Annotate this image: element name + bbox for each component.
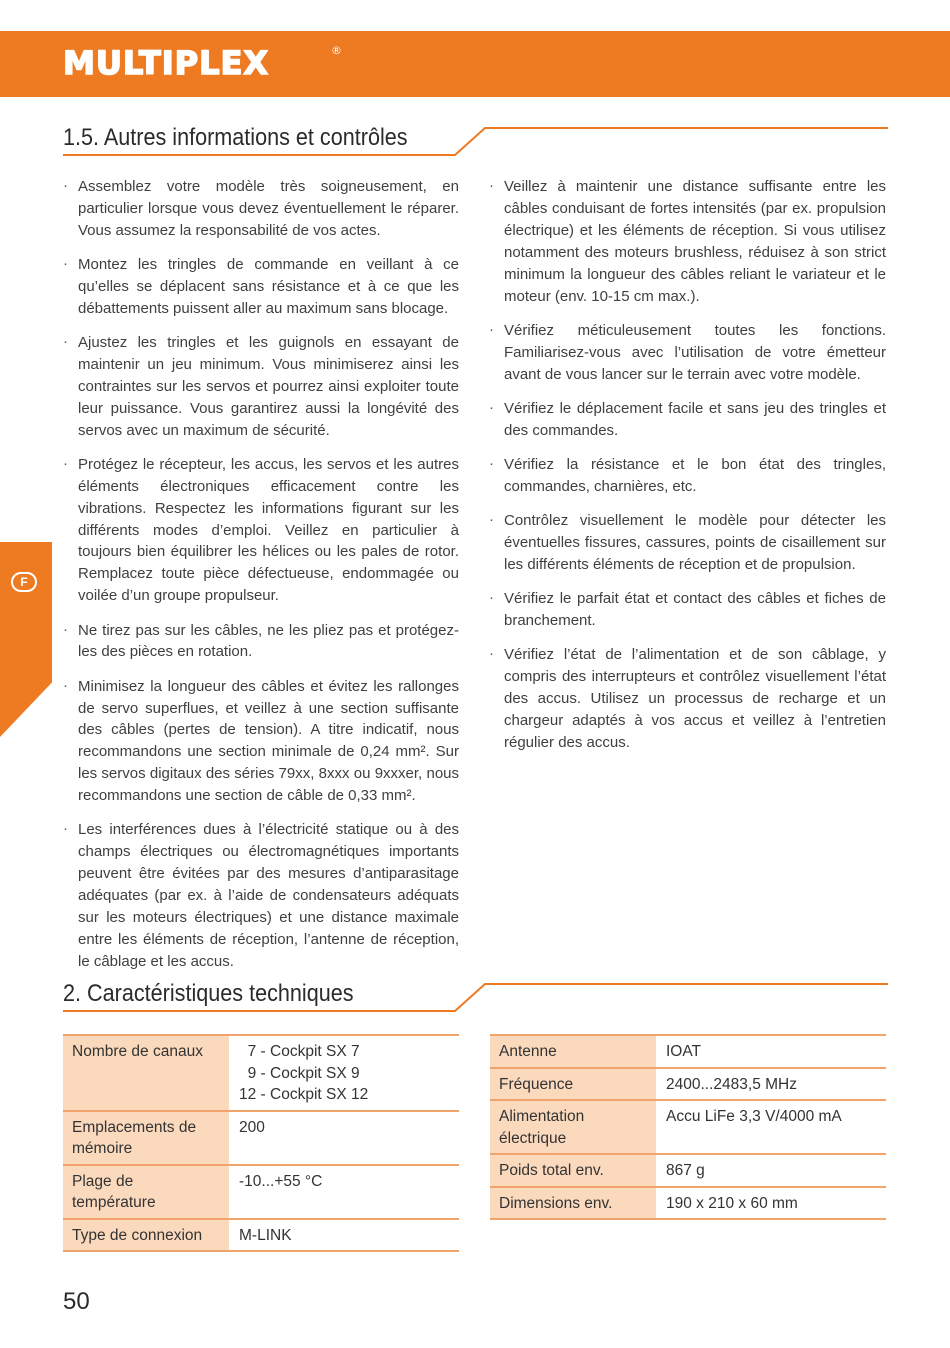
spec-value-line: 190 x 210 x 60 mm: [666, 1194, 798, 1212]
bullet-item: · Protégez le récepteur, les accus, les servos et les autres éléments électroniques efficacement contre les vibrations. Respectez les informations figurant sur les différents modes d’emploi. Veillez en particulier à toujours bien équilibrer les hélices ou les pales de rotor. Remplacez toute pièce défectueuse, endommagée ou voilée d’un groupe propulseur.: [63, 454, 459, 607]
section-title-caracteristiques: 2. Caractéristiques techniques: [63, 980, 354, 1007]
bullet-item: · Vérifiez le déplacement facile et sans jeu des tringles et des commandes.: [489, 398, 886, 442]
spec-value: [657, 1068, 887, 1101]
bullet-item: · Assemblez votre modèle très soigneusement, en particulier lorsque vous devez éventuellement le réparer. Vous assumez la responsabilité de vos actes.: [63, 176, 459, 242]
right-column: [489, 176, 886, 766]
spec-table-left: [63, 1034, 459, 1252]
spec-key: Poids total env.: [490, 1154, 657, 1187]
spec-value: [657, 1035, 887, 1068]
bullet-item: · Minimisez la longueur des câbles et évitez les rallonges de servo superflues, et veillez à une section suffisante des câbles (pertes de tension). A titre indicatif, nous recommandons une section minimale de 0,24 mm². Sur les servos digitaux des séries 79xx, 8xxx ou 9xxxer, nous recommandons une section de câble de 0,33 mm².: [63, 676, 459, 807]
spec-value: [657, 1154, 887, 1187]
spec-key: Plage de température: [63, 1165, 230, 1219]
bullet-item: · Les interférences dues à l’électricité statique ou à des champs électriques ou électromagnétiques importants peuvent être évitées par des mesures d’antiparasitage adéquates (par ex. à l’aide de condensateurs adéquats sur les moteurs électriques) et une distance maximale entre les éléments de réception, l’antenne de réception, le câblage et les accus.: [63, 819, 459, 972]
section-title-rule: [63, 127, 888, 157]
spec-row: [63, 1165, 459, 1219]
bullet-item: · Vérifiez le parfait état et contact des câbles et fiches de branchement.: [489, 588, 886, 632]
spec-table-right: [490, 1034, 886, 1220]
spec-row: [63, 1111, 459, 1165]
spec-key: Dimensions env.: [490, 1187, 657, 1220]
spec-row: [63, 1035, 459, 1111]
spec-row: [490, 1154, 886, 1187]
spec-value: [657, 1187, 887, 1220]
spec-key: Fréquence: [490, 1068, 657, 1101]
section-title-autres-informations: 1.5. Autres informations et contrôles: [63, 124, 408, 151]
section-title-rule: [63, 983, 888, 1013]
spec-value-line: 7 - Cockpit SX 7: [239, 1043, 360, 1060]
spec-value-line: 200: [239, 1118, 265, 1136]
spec-value-line: 867 g: [666, 1162, 705, 1179]
spec-value: [230, 1165, 460, 1219]
language-badge: F: [11, 572, 37, 592]
bullet-item: · Montez les tringles de commande en veillant à ce qu’elles se déplacent sans résistance et à ce que les débattements puissent aller au maximum sans blocage.: [63, 254, 459, 320]
multiplex-logo: MULTIPLEX: [63, 44, 270, 82]
spec-value-line: Accu LiFe 3,3 V/4000 mA: [666, 1108, 842, 1125]
spec-value: [230, 1035, 460, 1111]
spec-key: Emplacements de mémoire: [63, 1111, 230, 1165]
spec-value-line: -10...+55 °C: [239, 1172, 323, 1190]
spec-row: [63, 1219, 459, 1252]
spec-value: [230, 1219, 460, 1252]
spec-value-line: 12 - Cockpit SX 12: [239, 1086, 369, 1103]
spec-value: [230, 1111, 460, 1165]
spec-value-line: IOAT: [666, 1043, 702, 1060]
bullet-item: · Vérifiez l’état de l’alimentation et de son câblage, y compris des interrupteurs et contrôlez visuellement l’état des accus. Utilisez un processus de recharge et un chargeur adaptés à vos accus et veillez à l’entretien régulier des accus.: [489, 644, 886, 754]
spec-row: [490, 1068, 886, 1101]
spec-value-line: 9 - Cockpit SX 9: [239, 1064, 360, 1082]
registered-mark: ®: [331, 44, 342, 57]
bullet-item: · Ajustez les tringles et les guignols en essayant de maintenir un jeu minimum. Vous minimiserez ainsi les contraintes sur les servos et pourrez ainsi exploiter toute leur puissance. Vous garantirez aussi la longévité des servos avec un maximum de sécurité.: [63, 332, 459, 442]
spec-row: [490, 1187, 886, 1220]
bullet-item: · Ne tirez pas sur les câbles, ne les pliez pas et protégez-les des pièces en rotation.: [63, 620, 459, 664]
spec-key: Nombre de canaux: [63, 1035, 230, 1111]
bullet-item: · Veillez à maintenir une distance suffisante entre les câbles conduisant de fortes intensités (par ex. propulsion électrique) et les éléments de réception. Si vous utilisez notamment des moteurs brushless, réduisez à son strict minimum la longueur des câbles reliant le variateur et le moteur (env. 10-15 cm max.).: [489, 176, 886, 307]
spec-key: Antenne: [490, 1035, 657, 1068]
bullet-item: · Contrôlez visuellement le modèle pour détecter les éventuelles fissures, cassures, points de cisaillement sur les différents éléments de réception et de propulsion.: [489, 510, 886, 576]
spec-row: [490, 1035, 886, 1068]
spec-value-line: 2400...2483,5 MHz: [666, 1075, 797, 1093]
spec-row: [490, 1100, 886, 1154]
bullet-item: · Vérifiez méticuleusement toutes les fonctions. Familiarisez-vous avec l’utilisation de votre émetteur avant de vous lancer sur le terrain avec votre modèle.: [489, 320, 886, 386]
spec-value-line: M-LINK: [239, 1226, 292, 1244]
spec-key: Alimentation électrique: [490, 1100, 657, 1154]
left-column: [63, 176, 459, 985]
spec-key: Type de connexion: [63, 1219, 230, 1252]
spec-value: [657, 1100, 887, 1154]
bullet-item: · Vérifiez la résistance et le bon état des tringles, commandes, charnières, etc.: [489, 454, 886, 498]
page-number: 50: [63, 1288, 90, 1315]
